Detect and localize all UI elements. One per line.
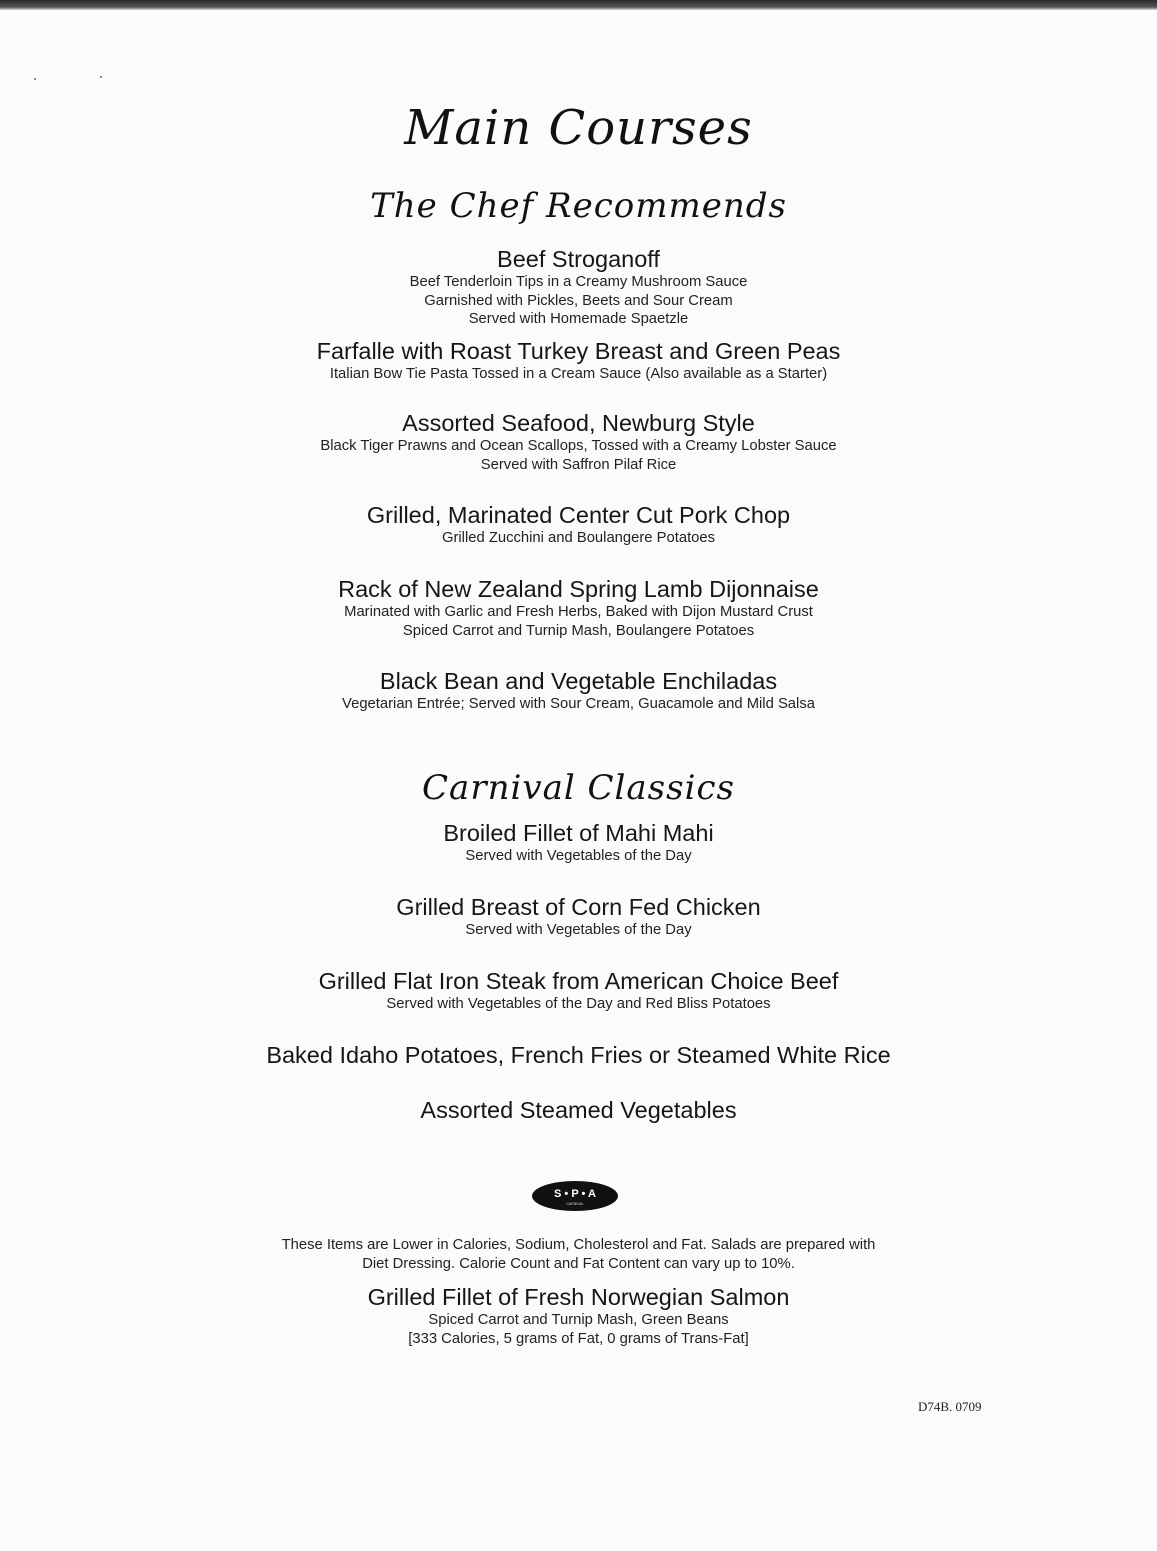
- dish-description: Spiced Carrot and Turnip Mash, Green Beans: [428, 1312, 729, 1328]
- menu-code: D74B. 0709: [918, 1399, 982, 1414]
- section-title-carnival-classics: Carnival Classics: [422, 768, 735, 808]
- menu-item: [0, 1284, 1157, 1348]
- dish-name: Grilled, Marinated Center Cut Pork Chop: [366, 502, 791, 528]
- dish-description: Garnished with Pickles, Beets and Sour Cream: [424, 292, 733, 309]
- dish-description: Spiced Carrot and Turnip Mash, Boulangere Potatoes: [402, 622, 755, 639]
- dish-name: Assorted Seafood, Newburg Style: [402, 410, 755, 436]
- dish-description: Vegetarian Entrée; Served with Sour Cream, Guacamole and Mild Salsa: [342, 696, 815, 712]
- dish-name: Black Bean and Vegetable Enchiladas: [379, 668, 778, 694]
- menu-item: [0, 410, 1157, 474]
- dish-description: Black Tiger Prawns and Ocean Scallops, Tossed with a Creamy Lobster Sauce: [320, 438, 837, 454]
- menu-item: [0, 502, 1157, 548]
- dish-description: Italian Bow Tie Pasta Tossed in a Cream Sauce (Also available as a Starter): [329, 366, 828, 382]
- dish-description: Served with Vegetables of the Day: [465, 848, 692, 864]
- note-line: These Items are Lower in Calories, Sodium, Cholesterol and Fat. Salads are prepared with: [281, 1237, 876, 1253]
- menu-item: [0, 668, 1157, 714]
- dish-description: Served with Vegetables of the Day: [465, 922, 692, 938]
- menu-item: [0, 968, 1157, 1014]
- dish-name: Rack of New Zealand Spring Lamb Dijonnaise: [338, 576, 819, 602]
- dish-name: Grilled Breast of Corn Fed Chicken: [396, 894, 761, 920]
- scan-top-edge: [0, 0, 1157, 10]
- dish-name: Assorted Steamed Vegetables: [420, 1097, 737, 1123]
- menu-item: [0, 1042, 1157, 1069]
- page-title: Main Courses: [404, 100, 753, 156]
- dish-description: Marinated with Garlic and Fresh Herbs, Baked with Dijon Mustard Crust: [344, 604, 813, 620]
- menu-item: [0, 338, 1157, 384]
- dish-description: [333 Calories, 5 grams of Fat, 0 grams of Trans-Fat]: [408, 1330, 749, 1347]
- spa-logo-icon: [531, 1180, 619, 1212]
- dish-description: Served with Homemade Spaetzle: [468, 311, 689, 327]
- spa-note: [0, 1236, 1157, 1274]
- menu-item: [0, 894, 1157, 940]
- dish-description: Grilled Zucchini and Boulangere Potatoes: [441, 530, 716, 546]
- section-title-chef-recommends: The Chef Recommends: [370, 186, 787, 226]
- menu-item: [0, 820, 1157, 866]
- dish-name: Beef Stroganoff: [497, 246, 660, 272]
- menu-item: [0, 246, 1157, 329]
- dish-name: Grilled Flat Iron Steak from American Choice Beef: [318, 968, 839, 994]
- scan-specks: [34, 76, 114, 82]
- menu-item: [0, 576, 1157, 640]
- spa-logo-text: S • P • A: [554, 1188, 596, 1200]
- spa-logo-subtext: CARNIVAL: [566, 1202, 584, 1206]
- dish-description: Served with Saffron Pilaf Rice: [480, 456, 677, 473]
- dish-name: Farfalle with Roast Turkey Breast and Green Peas: [316, 338, 841, 364]
- dish-name: Baked Idaho Potatoes, French Fries or Steamed White Rice: [266, 1042, 891, 1068]
- dish-name: Grilled Fillet of Fresh Norwegian Salmon: [367, 1284, 790, 1310]
- dish-description: Served with Vegetables of the Day and Red Bliss Potatoes: [386, 996, 771, 1012]
- dish-description: Beef Tenderloin Tips in a Creamy Mushroom Sauce: [409, 274, 748, 290]
- menu-item: [0, 1097, 1157, 1124]
- dish-name: Broiled Fillet of Mahi Mahi: [443, 820, 714, 846]
- note-line: Diet Dressing. Calorie Count and Fat Content can vary up to 10%.: [362, 1256, 795, 1272]
